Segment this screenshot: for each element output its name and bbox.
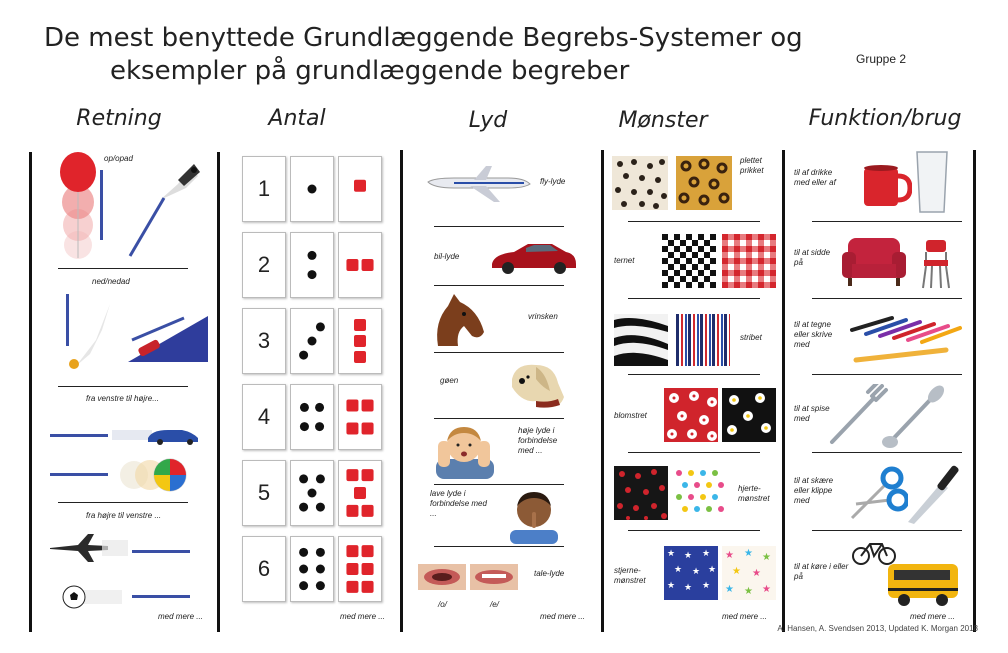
column-divider [601,150,604,632]
red-mug-image [860,160,912,212]
number-card: 4 [242,384,286,450]
red-block [354,335,366,347]
count-row [242,460,382,526]
column-divider [217,152,220,632]
label-hjerte: hjerte-mønstret [738,484,770,503]
dot [299,581,308,590]
label-bil: bil-lyde [434,252,460,261]
red-block [362,581,374,593]
red-block [362,469,374,481]
label-hoejre-venstre: fra højre til venstre ... [86,511,162,520]
count-row [242,384,382,450]
fork-spoon-image [828,384,948,450]
red-block [354,180,366,192]
spotted-pattern [612,156,668,210]
label-hoeje: høje lyde i forbindelse med ... [518,426,558,455]
divider [628,374,760,375]
dot [316,565,325,574]
red-flower-pattern [664,388,718,442]
red-chair-image [920,238,952,290]
red-block [346,259,358,271]
divider [628,530,760,531]
scissors-image [846,464,908,522]
divider [628,452,760,453]
divider [628,221,760,222]
svg-text:★: ★ [744,586,753,597]
label-koere: til at køre i eller på [794,562,849,581]
red-block [362,399,374,411]
red-block [362,505,374,517]
red-block [362,259,374,271]
divider [812,530,962,531]
svg-text:★: ★ [725,550,734,561]
divider [434,285,564,286]
dot [300,403,309,412]
dot-card [290,536,334,602]
title-line-2: eksempler på grundlæggende begreber [110,56,630,86]
antal-more: med mere ... [340,612,385,621]
markers-image [846,310,966,364]
label-stjerne: stjerne-mønstret [614,566,646,585]
heading-monster: Mønster [618,108,708,133]
dot [308,185,317,194]
mouth-o-image [418,564,466,590]
label-vowel-o: /o/ [438,600,447,609]
armchair-image [840,234,908,286]
funktion-more: med mere ... [910,612,955,621]
label-lave: lave lyde i forbindelse med ... [430,489,487,518]
lyd-more: med mere ... [540,612,585,621]
dog-image [506,357,572,413]
divider [812,298,962,299]
black-heart-pattern [614,466,668,520]
block-card [338,384,382,450]
red-car-image [490,240,578,276]
arrow-left-line [132,550,190,553]
airplane-left-image [48,530,130,566]
label-sidde: til at sidde på [794,248,831,267]
red-block [354,351,366,363]
red-block [346,399,358,411]
colorful-heart-pattern [672,466,726,520]
label-venstre-hoejre: fra venstre til højre... [86,394,159,403]
dot [308,251,317,260]
dot [316,548,325,557]
soccer-ball-image [62,584,132,610]
page-title [44,22,803,88]
number-card: 5 [242,460,286,526]
divider [812,452,962,453]
knife-image [904,460,964,526]
dot-card [290,232,334,298]
zebra-pattern [614,314,668,366]
heading-antal: Antal [268,106,326,131]
label-ned: ned/nedad [92,277,130,286]
column-divider [973,150,976,632]
dot [299,474,308,483]
monster-more: med mere ... [722,612,767,621]
svg-text:★: ★ [667,581,676,591]
dot [299,548,308,557]
svg-text:★: ★ [702,581,711,591]
dot-card [290,308,334,374]
divider [58,502,188,503]
label-tale: tale-lyde [534,569,565,578]
label-blomstret: blomstret [614,411,647,420]
block-card [338,232,382,298]
dot-card [290,384,334,450]
heading-retning: Retning [76,106,162,131]
label-tegne: til at tegne eller skrive med [794,320,833,349]
daisy-pattern [722,388,776,442]
arrow-left-line [132,595,190,598]
label-goen: gøen [440,376,459,385]
beach-ball-image [120,458,188,492]
dot [316,474,325,483]
arrow-right-line [50,473,108,476]
dot [315,403,324,412]
dot [315,422,324,431]
gingham-pattern [722,234,776,288]
heading-funktion: Funktion/brug [808,106,962,131]
divider [434,546,564,547]
school-bus-image [886,560,962,608]
svg-text:★: ★ [762,584,771,595]
airplane-image [424,160,534,204]
dot [300,422,309,431]
dot [316,581,325,590]
divider [58,386,188,387]
red-block [346,563,358,575]
svg-text:★: ★ [674,565,683,575]
red-block [346,545,358,557]
moving-car-image [112,424,202,446]
label-plettet: plettet prikket [740,156,764,175]
arrow-up-line [100,170,103,240]
blue-star-pattern [664,546,718,600]
glass-image [914,150,950,214]
count-row [242,156,382,222]
svg-text:★: ★ [667,549,676,559]
dot [316,503,325,512]
column-divider [29,152,32,632]
label-ternet: ternet [614,256,635,265]
arrow-right-line [50,434,108,437]
svg-text:★: ★ [684,551,693,561]
divider [628,298,760,299]
dot [308,270,317,279]
svg-text:★: ★ [708,565,717,575]
block-card [338,308,382,374]
divider [434,226,564,227]
red-block [362,545,374,557]
retning-more: med mere ... [158,612,203,621]
svg-text:★: ★ [692,567,701,577]
slope-image [128,314,210,364]
dot [308,489,317,498]
label-vowel-e: /e/ [490,600,499,609]
colorful-star-pattern [722,546,776,600]
column-divider [400,150,403,632]
dot [299,565,308,574]
svg-text:★: ★ [744,548,753,559]
dot [299,503,308,512]
dot [299,351,308,360]
quiet-child-image [506,486,562,544]
block-card [338,460,382,526]
divider [434,418,564,419]
checkered-pattern [662,234,716,288]
divider [812,374,962,375]
child-covering-ears-image [428,423,500,479]
svg-text:★: ★ [732,566,741,577]
dot [316,322,325,331]
svg-text:★: ★ [702,549,711,559]
column-divider [782,150,785,632]
red-block [346,469,358,481]
red-block [346,423,358,435]
number-card: 2 [242,232,286,298]
credits: A. Hansen, A. Svendsen 2013, Updated K. Morgan 2018 [777,624,978,633]
dot-card [290,460,334,526]
red-block [346,505,358,517]
red-block [346,581,358,593]
group-label: Gruppe 2 [856,52,907,66]
heading-lyd: Lyd [468,108,508,133]
divider [434,352,564,353]
red-block [354,487,366,499]
number-card: 3 [242,308,286,374]
diagonal-up-line [128,196,168,258]
horse-image [430,292,490,348]
divider [434,484,564,485]
label-fly: fly-lyde [540,177,566,186]
dot-card [290,156,334,222]
block-card [338,156,382,222]
label-skaere: til at skære eller klippe med [794,476,834,505]
count-row [242,232,382,298]
dot [308,337,317,346]
title-line-1: De mest benyttede Grundlæggende Begrebs-Systemer og [44,23,803,53]
svg-text:★: ★ [762,552,771,563]
block-card [338,536,382,602]
divider [812,221,962,222]
svg-text:★: ★ [752,568,761,579]
label-stribet: stribet [740,333,762,342]
leopard-pattern [676,156,732,210]
balloon-image [56,150,106,260]
svg-text:★: ★ [684,583,693,593]
label-vrinsken: vrinsken [528,312,558,321]
red-block [354,319,366,331]
mouth-e-image [470,564,518,590]
red-block [362,423,374,435]
count-row [242,308,382,374]
label-spise: til at spise med [794,404,830,423]
falling-ball-image [62,300,114,370]
divider [58,268,188,269]
red-block [362,563,374,575]
number-card: 1 [242,156,286,222]
svg-text:★: ★ [725,584,734,595]
count-row [242,536,382,602]
label-op: op/opad [104,154,133,163]
striped-pattern [676,314,730,366]
number-card: 6 [242,536,286,602]
label-drikke: til af drikke med eller af [794,168,836,187]
